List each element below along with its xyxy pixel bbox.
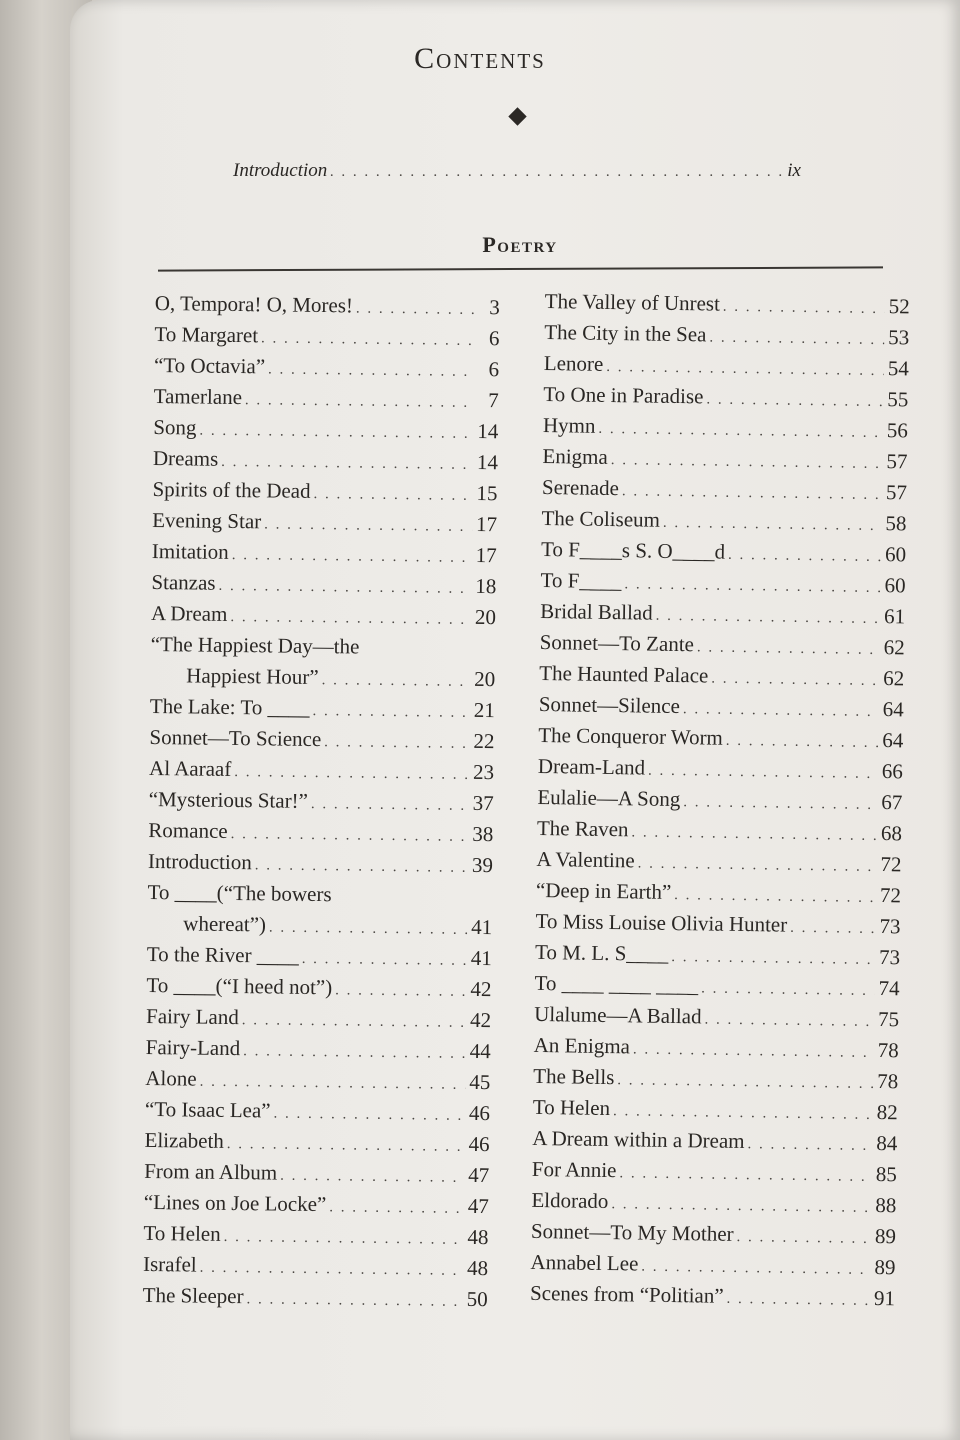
entry-title: To One in Paradise	[543, 381, 704, 409]
entry-page-number: 20	[474, 604, 497, 630]
dot-leader	[706, 384, 883, 418]
dot-leader	[709, 322, 884, 356]
entry-page-number: 17	[475, 511, 498, 537]
entry-title: Israfel	[142, 1251, 197, 1277]
dot-leader	[619, 1158, 872, 1193]
entry-title: To the River ____	[146, 941, 299, 968]
entry-title-continued	[147, 908, 492, 943]
entry-title: Stanzas	[151, 569, 216, 595]
entry-page-number: 47	[468, 1162, 490, 1188]
entry-title: The Conqueror Worm	[538, 722, 724, 750]
entry-page-number: 62	[883, 666, 905, 691]
dot-leader	[711, 664, 879, 697]
entry-page-number: 39	[471, 852, 494, 878]
entry-page-number: 73	[878, 945, 901, 970]
dot-leader	[335, 975, 467, 1008]
entry-page-number: 50	[466, 1286, 488, 1312]
entry-page-number: 17	[475, 542, 497, 568]
dot-leader	[697, 632, 880, 666]
entry-title: “Deep in Earth”	[535, 877, 672, 904]
entry-page-number: 14	[476, 449, 499, 475]
dot-leader	[230, 819, 468, 853]
entry-page-number: 42	[470, 976, 492, 1002]
entry-page-number: 42	[469, 1007, 492, 1033]
entry-title: Spirits of the Dead	[152, 476, 311, 503]
entry-title: Elizabeth	[144, 1127, 225, 1153]
dot-leader	[324, 727, 470, 760]
entry-title: Eulalie—A Song	[537, 784, 681, 812]
entry-page-number: 46	[468, 1100, 491, 1126]
entry-title: Sonnet—Silence	[538, 691, 681, 719]
entry-page-number: 20	[474, 666, 496, 692]
entry-title-continued	[150, 660, 495, 695]
entry-page-number: 14	[477, 418, 499, 444]
dot-leader	[617, 1065, 873, 1100]
entry-page-number: 52	[888, 294, 910, 319]
entry-page-number: 60	[884, 542, 907, 567]
entry-page-number: 85	[875, 1162, 898, 1187]
entry-title: Introduction	[147, 848, 252, 875]
entry-title: To ____(“The bowers	[147, 879, 332, 907]
contents-left-column	[143, 288, 500, 1315]
entry-page-number: 84	[876, 1131, 898, 1156]
contents-entry	[155, 288, 500, 323]
entry-page-number: 60	[884, 573, 906, 598]
entry-title: Scenes from “Politian”	[529, 1280, 724, 1308]
contents-right-column	[530, 286, 910, 1314]
entry-title: The Haunted Palace	[539, 660, 709, 688]
entry-title: Ulalume—A Ballad	[534, 1001, 702, 1029]
dot-leader	[223, 1222, 463, 1256]
entry-page-number: 3	[489, 295, 500, 320]
entry-page-number: 18	[475, 573, 497, 599]
entry-page-number: 46	[468, 1131, 490, 1157]
entry-page-number: 64	[882, 697, 904, 722]
entry-title: “To Octavia”	[153, 352, 266, 379]
entry-page-number: 57	[886, 449, 908, 474]
entry-title: To ____ ____ ____	[534, 970, 699, 998]
dot-leader	[329, 1192, 464, 1225]
entry-title: Eldorado	[531, 1187, 609, 1214]
entry-page-number: 68	[880, 821, 903, 846]
entry-title: Song	[153, 414, 197, 440]
entry-title: Bridal Ballad	[540, 598, 653, 625]
entry-title: Serenade	[541, 474, 620, 501]
entry-page-number: 74	[878, 976, 900, 1001]
entry-title: To F____s S. O____d	[540, 536, 726, 564]
entry-title: “To Isaac Lea”	[144, 1096, 271, 1123]
dot-leader	[611, 445, 883, 480]
entry-title: Tamerlane	[153, 383, 243, 410]
entry-page-number: 53	[888, 325, 910, 350]
entry-page-number: 72	[880, 852, 902, 877]
entry-page-number: 75	[877, 1007, 900, 1032]
dot-leader	[313, 479, 472, 512]
dot-leader	[790, 913, 876, 945]
entry-title: To Miss Louise Olivia Hunter	[535, 908, 788, 937]
entry-title: Al Aaraaf	[148, 755, 232, 781]
entry-title: From an Album	[144, 1158, 278, 1185]
entry-page-number: 62	[883, 635, 905, 660]
entry-title: “The Happiest Day—the	[150, 631, 360, 659]
dot-leader	[683, 787, 878, 821]
dot-leader	[264, 509, 472, 543]
dot-leader	[747, 1129, 872, 1162]
entry-title: Enigma	[542, 443, 608, 469]
dot-leader	[633, 1034, 874, 1069]
entry-page-number: 58	[885, 511, 907, 536]
entry-title: The Lake: To ____	[149, 693, 310, 720]
dot-leader	[622, 476, 882, 511]
entry-page-number: 23	[472, 759, 495, 785]
dot-leader	[598, 414, 883, 449]
entry-title: The Coliseum	[541, 505, 661, 532]
entry-page-number: 41	[470, 945, 492, 971]
dot-leader	[199, 416, 473, 450]
dot-leader	[218, 571, 471, 605]
entry-page-number: ix	[787, 160, 801, 181]
entry-page-number: 88	[875, 1193, 897, 1218]
entry-page-number: 48	[466, 1255, 489, 1281]
entry-title: A Dream within a Dream	[532, 1125, 745, 1154]
entry-title: Annabel Lee	[530, 1249, 639, 1276]
entry-title: To ____(“I heed not”)	[146, 972, 333, 1000]
entry-title: Dream-Land	[537, 753, 646, 780]
dot-leader	[246, 1284, 462, 1318]
entry-title: The Sleeper	[142, 1282, 244, 1309]
dot-leader	[671, 942, 875, 976]
entry-page-number: 72	[879, 883, 902, 908]
entry-title: A Dream	[150, 600, 228, 626]
entry-page-number: 82	[876, 1100, 898, 1125]
entry-title: Fairy Land	[145, 1003, 239, 1030]
entry-page-number: 6	[488, 326, 500, 351]
entry-title: To Helen	[532, 1094, 611, 1121]
dot-leader	[273, 1099, 465, 1132]
dot-leader	[242, 1005, 467, 1039]
entry-title: A Valentine	[536, 846, 635, 873]
dot-leader	[356, 293, 475, 325]
entry-page-number: 89	[874, 1224, 897, 1249]
dot-leader	[726, 1284, 870, 1317]
entry-title: Lenore	[543, 350, 604, 376]
entry-title: Dreams	[152, 445, 219, 471]
dot-leader	[723, 292, 885, 325]
dot-leader	[726, 726, 879, 759]
entry-page-number: 15	[476, 480, 498, 506]
entry-title: Evening Star	[152, 507, 262, 534]
entry-page-number: 45	[469, 1069, 491, 1095]
entry-title: The Raven	[536, 815, 629, 842]
dot-leader	[321, 665, 470, 698]
introduction-entry	[233, 160, 801, 182]
entry-page-number: 78	[877, 1069, 899, 1094]
entry-title: “Lines on Joe Locke”	[143, 1189, 327, 1217]
dot-leader	[243, 1036, 466, 1070]
entry-page-number: 38	[472, 821, 494, 847]
entry-title: To M. L. S____	[534, 939, 669, 966]
dot-leader	[245, 385, 474, 419]
entry-title-cont: Happiest Hour”	[186, 663, 319, 690]
entry-page-number: 89	[874, 1254, 896, 1280]
entry-title: Fairy-Land	[145, 1034, 241, 1061]
entry-title: To Margaret	[154, 321, 259, 348]
entry-title: O, Tempora! O, Mores!	[154, 290, 354, 318]
entry-title: The Valley of Unrest	[544, 288, 721, 316]
entry-page-number: 73	[879, 914, 901, 939]
entry-title: Romance	[148, 817, 228, 843]
contents-entry	[150, 629, 496, 695]
entry-page-number: 56	[886, 418, 909, 443]
dot-leader	[232, 540, 472, 574]
dot-leader	[261, 323, 475, 357]
entry-page-number: 48	[467, 1224, 489, 1250]
entry-page-number: 21	[473, 697, 496, 723]
entry-page-number: 78	[877, 1038, 899, 1063]
dot-leader	[637, 848, 876, 883]
entry-title: To Helen	[143, 1220, 221, 1246]
dot-leader	[330, 164, 784, 181]
contents-heading: Contents	[414, 42, 546, 75]
dot-leader	[311, 789, 469, 822]
entry-title: Introduction	[233, 160, 328, 181]
dot-leader	[268, 354, 474, 388]
dot-leader	[728, 540, 881, 573]
dot-leader	[631, 817, 877, 852]
entry-title: The City in the Sea	[544, 319, 707, 347]
entry-page-number: 61	[883, 604, 906, 629]
dot-leader	[312, 696, 470, 729]
entry-page-number: 37	[472, 790, 494, 816]
entry-page-number: 54	[887, 356, 909, 381]
dot-leader	[704, 1004, 874, 1038]
entry-page-number: 7	[488, 388, 499, 413]
entry-page-number: 47	[467, 1193, 489, 1219]
entry-page-number: 41	[471, 914, 493, 940]
entry-page-number: 66	[881, 759, 904, 784]
dot-leader	[624, 569, 881, 604]
dot-leader	[736, 1222, 871, 1255]
entry-page-number: 91	[873, 1285, 896, 1311]
entry-title: Sonnet—To My Mother	[530, 1218, 734, 1246]
entry-title: An Enigma	[533, 1032, 631, 1059]
entry-title: The Bells	[533, 1063, 615, 1090]
entry-title-cont: whereat”)	[183, 911, 267, 937]
entry-page-number: 22	[473, 728, 495, 754]
entry-page-number: 6	[488, 357, 500, 382]
entry-page-number: 67	[881, 790, 903, 815]
entry-title: For Annie	[531, 1156, 617, 1183]
contents-entry	[147, 877, 493, 943]
dot-leader	[648, 756, 878, 790]
entry-title: “Mysterious Star!”	[148, 786, 309, 813]
entry-title: Sonnet—To Zante	[539, 629, 695, 657]
poetry-section-heading: Poetry	[482, 232, 558, 257]
entry-page-number: 44	[469, 1038, 491, 1064]
entry-title: Sonnet—To Science	[149, 724, 322, 752]
entry-page-number: 64	[882, 728, 904, 753]
entry-page-number: 55	[887, 387, 909, 412]
entry-title: Alone	[145, 1065, 197, 1091]
entry-title: Imitation	[151, 538, 229, 564]
entry-title: Hymn	[542, 412, 596, 438]
dot-leader	[701, 973, 875, 1007]
entry-page-number: 57	[885, 480, 908, 505]
entry-title: To F____	[540, 567, 622, 594]
